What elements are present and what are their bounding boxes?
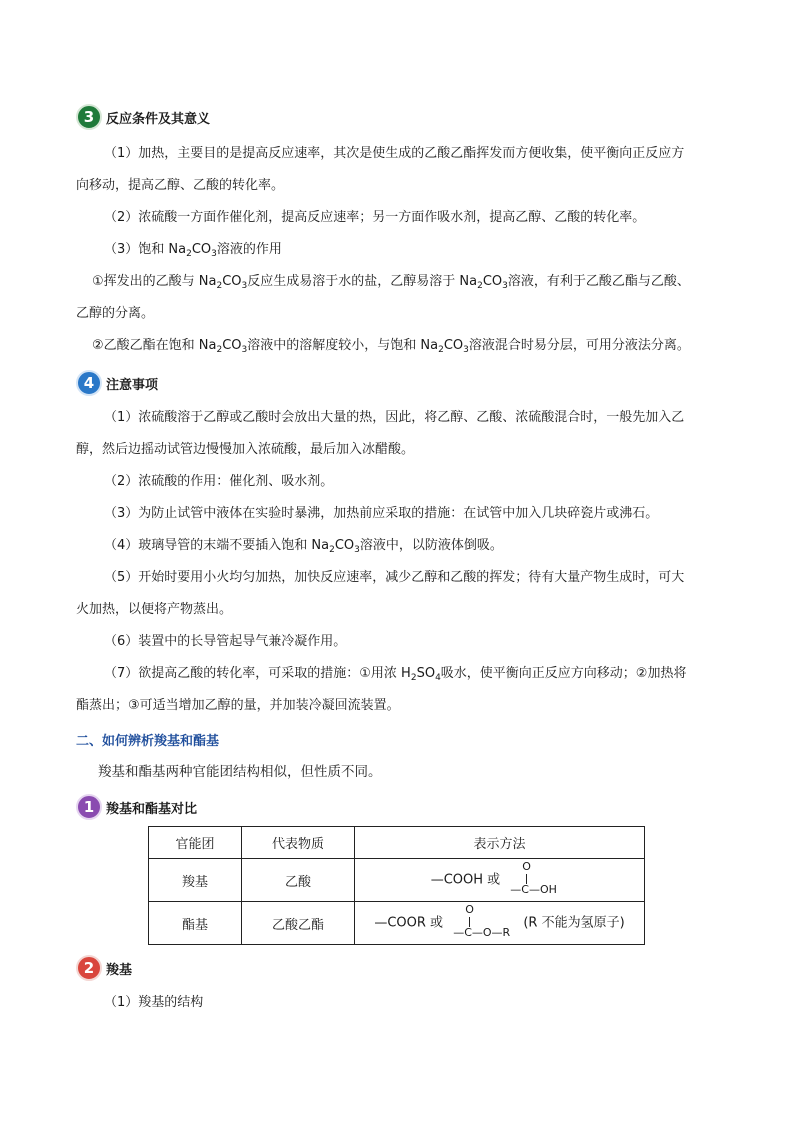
paragraph: （7）欲提高乙酸的转化率，可采取的措施：①用浓 $H_2SO_4$吸水，使平衡向正反应方向移动；②加热将 bbox=[104, 666, 687, 683]
paragraph: （2）浓硫酸一方面作催化剂，提高反应速率；另一方面作吸水剂，提高乙醇、乙酸的转化率。 bbox=[104, 210, 646, 225]
formula-text: —COOH 或 bbox=[430, 872, 501, 888]
ester-structure: O —C—O—R bbox=[453, 903, 511, 939]
number-2-icon: 2 bbox=[76, 955, 102, 981]
carboxyl-structure: O —C—OH bbox=[510, 860, 557, 896]
table-row bbox=[149, 859, 645, 902]
table-cell: 乙酸 bbox=[242, 859, 355, 902]
table-header-cell: 表示方法 bbox=[355, 827, 645, 859]
table-header-cell: 代表物质 bbox=[242, 827, 355, 859]
paragraph: 醇，然后边摇动试管边慢慢加入浓硫酸，最后加入冰醋酸。 bbox=[76, 442, 415, 457]
paragraph: （3）饱和 $Na_2CO_3$溶液的作用 bbox=[104, 242, 282, 259]
table-cell: 酯基 bbox=[149, 902, 242, 945]
paragraph: （1）羧基的结构 bbox=[104, 995, 204, 1010]
table-row bbox=[149, 902, 645, 945]
paragraph: （4）玻璃导管的末端不要插入饱和 $Na_2CO_3$溶液中，以防液体倒吸。 bbox=[104, 538, 503, 555]
section-title: 反应条件及其意义 bbox=[106, 111, 211, 127]
number-3-icon: 3 bbox=[76, 104, 102, 130]
paragraph: （5）开始时要用小火均匀加热，加快反应速率，减少乙醇和乙酸的挥发；待有大量产物生成时，可大 bbox=[104, 570, 685, 585]
paragraph: 酯蒸出；③可适当增加乙醇的量，并加装冷凝回流装置。 bbox=[76, 698, 400, 713]
number-4-icon: 4 bbox=[76, 370, 102, 396]
formula-text: —COOR 或 bbox=[374, 915, 444, 931]
section-title: 注意事项 bbox=[106, 377, 159, 393]
section-title: 羧基 bbox=[106, 962, 133, 978]
paragraph: （1）加热，主要目的是提高反应速率，其次是使生成的乙酸乙酯挥发而方便收集，使平衡向正反应方 bbox=[104, 146, 685, 161]
section-4-header bbox=[76, 370, 158, 396]
section-1-header bbox=[76, 794, 197, 820]
paragraph: ①挥发出的乙酸与 $Na_2CO_3$反应生成易溶于水的盐，乙醇易溶于 $Na_2CO_3$溶液，有利于乙酸乙酯与乙酸、 bbox=[92, 274, 690, 291]
table-cell: 羧基 bbox=[149, 859, 242, 902]
paragraph: （1）浓硫酸溶于乙醇或乙酸时会放出大量的热，因此，将乙醇、乙酸、浓硫酸混合时，一般先加入乙 bbox=[104, 410, 685, 425]
paragraph: （3）为防止试管中液体在实验时暴沸，加热前应采取的措施：在试管中加入几块碎瓷片或沸石。 bbox=[104, 506, 659, 521]
table-header-cell: 官能团 bbox=[149, 827, 242, 859]
paragraph: 向移动，提高乙醇、乙酸的转化率。 bbox=[76, 178, 285, 193]
table-cell: 乙酸乙酯 bbox=[242, 902, 355, 945]
note-text: (R 不能为氢原子) bbox=[523, 915, 625, 931]
number-1-icon: 1 bbox=[76, 794, 102, 820]
part-heading: 二、如何辨析羧基和酯基 bbox=[76, 734, 220, 749]
paragraph: （6）装置中的长导管起导气兼冷凝作用。 bbox=[104, 634, 347, 649]
table-header-row bbox=[149, 827, 645, 859]
table-cell bbox=[355, 902, 645, 945]
section-3-header bbox=[76, 104, 210, 130]
paragraph: 乙醇的分离。 bbox=[76, 306, 155, 321]
section-2-header bbox=[76, 955, 132, 981]
paragraph: ②乙酸乙酯在饱和 $Na_2CO_3$溶液中的溶解度较小，与饱和 $Na_2CO_3$溶液混合时易分层，可用分液法分离。 bbox=[92, 338, 690, 355]
table-cell bbox=[355, 859, 645, 902]
paragraph: 火加热，以便将产物蒸出。 bbox=[76, 602, 233, 617]
paragraph: 羧基和酯基两种官能团结构相似，但性质不同。 bbox=[98, 764, 382, 780]
section-title: 羧基和酯基对比 bbox=[106, 801, 198, 817]
paragraph: （2）浓硫酸的作用：催化剂、吸水剂。 bbox=[104, 474, 334, 489]
comparison-table bbox=[148, 826, 645, 945]
